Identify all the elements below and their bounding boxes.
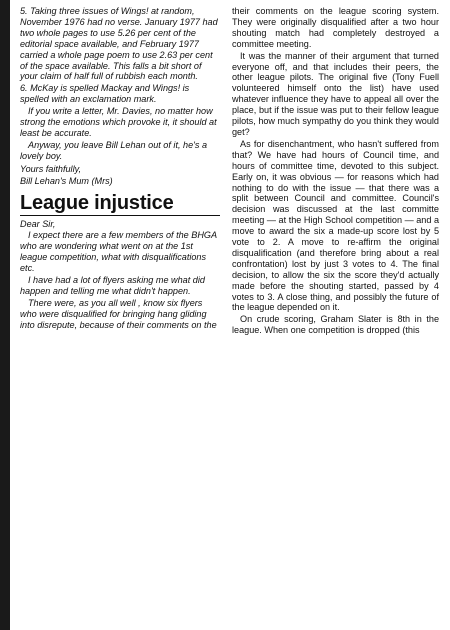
letter-signoff: Yours faithfully, [20, 163, 81, 174]
letter-point-6: 6. McKay is spelled Mackay and Wings! is spelled with an exclamation mark. [20, 83, 190, 105]
left-column-cutoff [20, 443, 220, 453]
letter-paragraph-scoring: On crude scoring, Graham Slater is 8th in the league. When one competition is dropped (this [232, 314, 439, 336]
right-column [232, 6, 439, 337]
letter-paragraph-manner: It was the manner of their argument that turned everyone off, and that includes their peers, the other league pilots. The original five (Tony Fuell volunteered himself onto the list) have used whatever influence they have to appeal all over the place, but if the issue was put to their fellow league pilots, how much sympathy do you think they would get? [232, 50, 439, 137]
letter-paragraph-disenchantment: As for disenchantment, who hasn't suffered from that? We have had hours of Council time, and hours of committee time, devoted to this subject. Early on, it was obvious — for reasons which had nothing to do with the issue — that there was a split between Council and committee. Council's decision was discussed at the last committe meeting — at the High School competition — and a move to award the six a made-up score lost by 5 vote to 2. A move to re-affirm the original disqualification (and therefore bring about a real confrontation) lost by just 3 votes to 4. The final decision, to allow the six the score they'd actually made before the shouting started, passed by 4 votes to 3. A close thing, and possibly the future of the league depended on it. [232, 138, 439, 313]
letter-paragraph-continued: their comments on the league scoring system. They were originally disqualified after a two hour shouting match had completely destroyed a committee meeting. [232, 6, 439, 49]
letter-salutation: Dear Sir, [20, 218, 56, 229]
letter-paragraph-flyers: I have had a lot of flyers asking me what did happen and telling me what didn't happen. [20, 275, 205, 296]
letter-paragraph-disqualified: There were, as you all well , know six flyers who were disqualified for bringing hang gliding into disrepute, because of their comments on the [20, 297, 217, 330]
heading-rule [20, 215, 220, 216]
letter-paragraph-expect: I expect there are a few members of the BHGA who are wondering what went on at the 1st league competition, what with disqualifications etc. [20, 230, 217, 274]
left-column [20, 6, 220, 332]
article-heading: League injustice [20, 191, 174, 214]
page-edge-shadow [0, 0, 10, 630]
letter-paragraph-accuracy: If you write a letter, Mr. Davies, no matter how strong the emotions which provoke it, it should at least be accurate. [20, 106, 217, 138]
letter-signature: Bill Lehan's Mum (Mrs) [20, 175, 113, 186]
right-column-cutoff [232, 443, 439, 453]
letter-point-5: 5. Taking three issues of Wings! at random, November 1976 had no verse. January 1977 had two whole pages to use 5.26 per cent of the editorial space available, and February 1977 carried a whole page poem to use 2.63 per cent of the space available. This falls a bit short of your claim of half full of rubbish each month. [20, 6, 218, 82]
letter-paragraph-lovely-boy: Anyway, you leave Bill Lehan out of it, he's a lovely boy. [20, 139, 208, 161]
